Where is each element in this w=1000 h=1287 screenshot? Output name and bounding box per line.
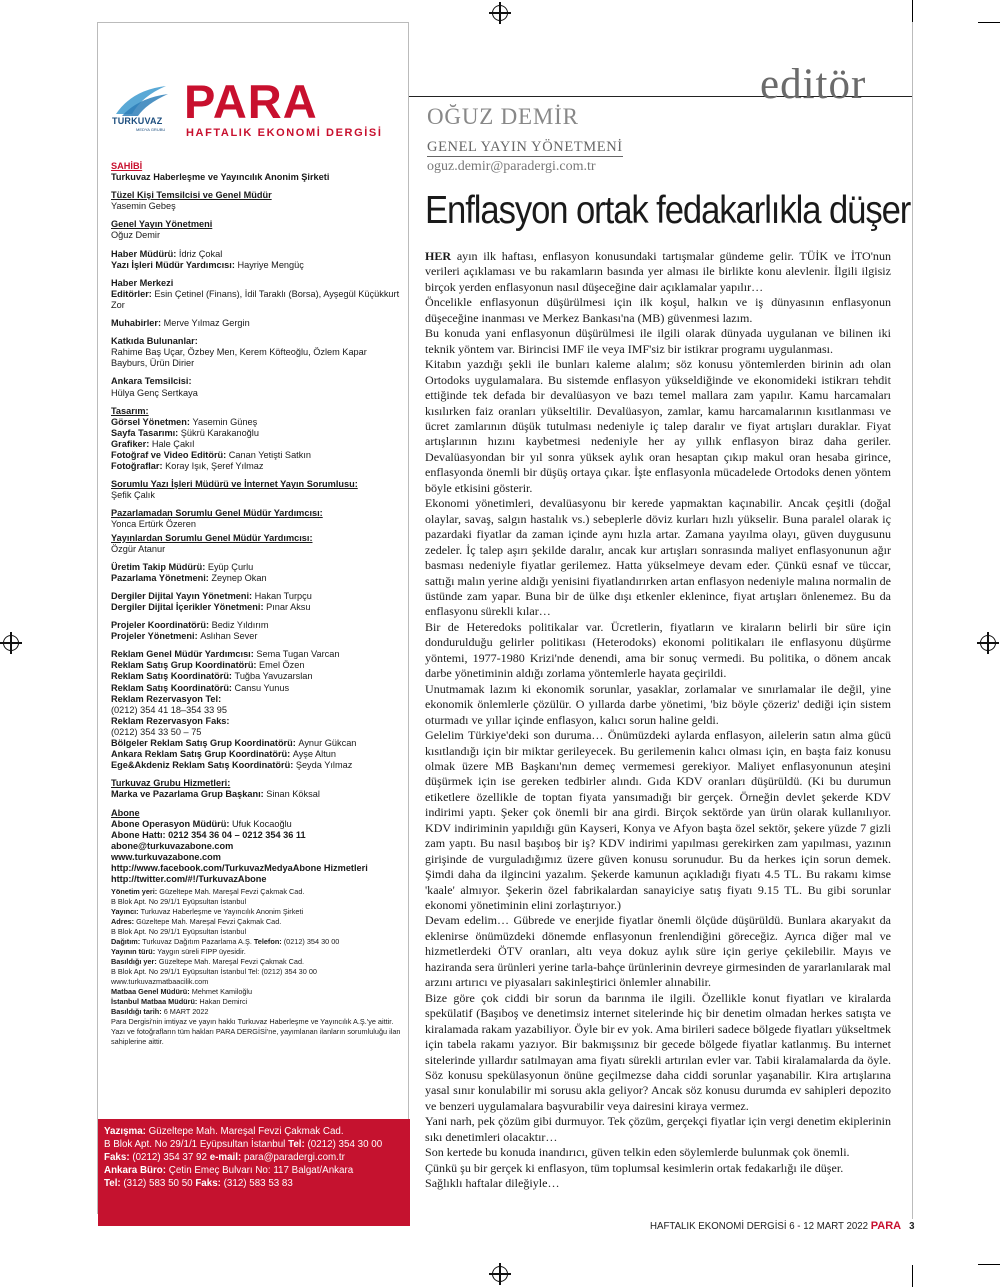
credit-line [111, 683, 403, 694]
credit-label: Bölgeler Reklam Satış Grup Koordinatörü: [111, 738, 299, 749]
imprint-line [111, 957, 403, 967]
credit-value: Eyüp Çurlu [207, 561, 254, 572]
column-rule [912, 22, 913, 1219]
credit-label: Abone Hattı: 0212 354 36 04 – 0212 354 36 11 [111, 829, 306, 840]
crop-mark [978, 22, 1000, 23]
paragraph-text: Kitabın yazdığı şekli ile bunları kaleme alalım; söz konusu yöntemlerden birinin adı olan Ortodoks uygulamalara. Bu sistemde enflasyon yükseldiğinde ve ekonomideki istikrarı tehdit ettiğinde tek defada bir devalüasyon ve bazı temel mallara zam yapılır. Kamu harcamaları kısılırken faiz oranları yükseltilir. Devalüasyon, zamlar, kamu harcamalarının kısıtlanması ve ücret zamlarının düşük tutulması nedeniyle iç talep daralır ve fiyat artışları duraklar. Fiyat artışlarının hızını kaybetmesi nedeniyle her ay yıllık enflasyon biraz daha geriler. Devalüasyondan bir yıl sonra yüksek aylık oran hesaptan çıkıp makul oran hesaba girince, enflasyonda önemli bir düşüş ortaya çıkar. İşte enflasyonla mücadelede Ortodoks denen yöntem böyle etkisini gösterir. [425, 357, 891, 495]
contact-line [104, 1177, 404, 1190]
credit-heading: Turkuvaz Grubu Hizmetleri: [111, 778, 231, 789]
credit-value: Güzeltepe Mah. Mareşal Fevzi Çakmak Cad. [148, 1126, 344, 1137]
credit-value: Bediz Yıldırım [211, 620, 269, 631]
credit-label: e-mail: [209, 1152, 244, 1164]
credit-value: (0212) 354 30 00 [283, 937, 340, 947]
credit-label: Ege&Akdeniz Reklam Satış Koordinatörü: [111, 760, 296, 771]
page-number: 3 [909, 1221, 915, 1232]
credit-line [111, 660, 403, 671]
credit-line [111, 172, 403, 183]
article-paragraph [425, 991, 891, 1115]
credit-value: Hakan Turpçu [254, 590, 312, 601]
credit-value: Şeyda Yılmaz [295, 760, 353, 771]
credit-value: (312) 583 50 50 [123, 1178, 196, 1190]
credit-value: (312) 583 53 83 [223, 1178, 293, 1190]
credit-value: Sinan Köksal [266, 789, 320, 800]
credit-line [111, 562, 403, 573]
credit-label: Yayıncı: [111, 907, 141, 917]
credit-value: Yasemin Güneş [192, 416, 258, 427]
contact-line [104, 1125, 404, 1138]
credit-label: http://www.facebook.com/TurkuvazMedyaAbone Hizmetleri [111, 862, 368, 873]
credit-value: Hayriye Mengüç [237, 259, 304, 270]
credit-section [111, 376, 403, 398]
credit-value: Hale Çakıl [151, 438, 195, 449]
credit-heading: Sorumlu Yazı İşleri Müdürü ve İnternet Yayın Sorumlusu: [111, 479, 358, 490]
credit-value: Canan Yetişti Satkın [228, 449, 311, 460]
crop-mark [912, 0, 913, 22]
credit-section [111, 620, 403, 642]
credit-section [111, 533, 403, 555]
article-paragraph [425, 326, 891, 357]
credit-line [111, 450, 403, 461]
credit-value: Ufuk Kocaoğlu [231, 818, 292, 829]
credit-section [111, 161, 403, 183]
credit-value: Çetin Emeç Bulvarı No: 117 Balgat/Ankara [168, 1165, 354, 1177]
credit-label: Ankara Büro: [104, 1165, 169, 1177]
paragraph-text: Unutmamak lazım ki ekonomik sorunlar, yasaklar, zorlamalar ve sınırlamalar ile değil, yine ekonomik önlemlerle çözülür. O yıllarda darbe yönetimi, 'biz böyle çözeriz' dediği için sistem oturmadı ve yıllar içinde enflasyon, kalıcı sorun haline geldi. [425, 681, 891, 727]
author-email[interactable]: oguz.demir@paradergi.com.tr [427, 159, 596, 174]
paragraph-text: Son kertede bu konuda inandırıcı, güven telkin eden söylemlerde bulunmak çok önemli. [425, 1145, 850, 1160]
article-paragraph [425, 295, 891, 326]
credit-label: Yazışma: [104, 1126, 149, 1137]
credit-label: Reklam Satış Koordinatörü: [111, 682, 235, 693]
credit-label: İstanbul Matbaa Müdürü: [111, 997, 200, 1007]
article-paragraph [425, 1161, 891, 1176]
credit-label: Editörler: [111, 288, 155, 299]
credit-value: (0212) 354 37 92 [132, 1152, 210, 1164]
credit-line [111, 591, 403, 602]
imprint-line [111, 967, 403, 977]
credit-line [111, 760, 403, 771]
credit-heading: Genel Yayın Yönetmeni [111, 219, 213, 230]
masthead-column [97, 22, 409, 1214]
credit-label: www.turkuvazabone.com [111, 851, 221, 862]
credit-line [111, 620, 403, 631]
paragraph-text: Ekonomi yönetimleri, devalüasyonu bir kerede yapmaktan kaçınabilir. Ancak çeşitli (doğal olaylar, savaş, salgın hastalık vs.) sebeplerle döviz kurları hızlı yükselir. Buna paralel olarak iç pazardaki fiyatlar da zaman içinde aynı hızla artar. Zamana yayılma olayı, güven duygusunu zedeler. İç talep aşırı şekilde daralır, ancak kur artışları sonrasında maliyet enflasyonunun ağır basması nedeniyle fiyatlar gerilemez. Hatta yükselmeye devam eder. Çünkü esnaf ve tüccar, sattığı malın yerine aldığı yenisini fiyatlandırırken artan enflasyon nedeniyle malına normalin de üstünde zam yapar. Buna bir de ülke dışı etkenler eklenince, fiyat artışları önlenemez. Bu da enflasyonu sürekli kılar… [425, 496, 892, 619]
credit-section [111, 318, 403, 329]
credit-label: Turkuvaz Haberleşme ve Yayıncılık Anonim Şirketi [111, 172, 330, 183]
credit-value: (0212) 354 30 00 [307, 1139, 383, 1151]
credit-value: Hülya Genç Sertkaya [111, 387, 198, 398]
paragraph-text: ayın ilk haftası, enflasyon konusundaki tartışmalar gündeme gelir. TÜİK ve İTO'nun verileri açıklaması ve bu rakamların basında yer alması ile birlikte konu alevlenir. İlgili ilgisiz birçok yerden enflasyonun nasıl düşeceğine dair açıklamalar yapılır… [425, 249, 891, 294]
credit-value: B Blok Apt. No 29/1/1 Eyüpsultan İstanbul [104, 1139, 289, 1151]
credit-line [111, 727, 403, 738]
credit-label: Muhabirler: [111, 318, 164, 329]
credit-section [111, 508, 403, 530]
credit-value: Güzeltepe Mah. Mareşal Fevzi Çakmak Cad. [158, 957, 305, 967]
credit-value: Turkuvaz Dağıtım Pazarlama A.Ş. [142, 937, 254, 947]
registration-mark-top [489, 2, 511, 24]
credit-value: B Blok Apt. No 29/1/1 Eyüpsultan İstanbul Tel: (0212) 354 30 00 [111, 967, 317, 977]
credit-value: Koray Işık, Şeref Yılmaz [165, 461, 264, 472]
credit-label: Faks: [104, 1152, 133, 1164]
credit-label: Üretim Takip Müdürü: [111, 561, 208, 572]
registration-mark-right [977, 632, 999, 654]
credit-label: Ankara Temsilcisi: [111, 376, 192, 387]
imprint-line [111, 947, 403, 957]
paragraph-text: Devam edelim… Gübrede ve enerjide fiyatlar önemli ölçüde düşürüldü. Bunlara akaryakıt da eklenirse önümüzdeki dönemde enflasyonun frenlendiğini göreceğiz. Ayrıca diğer mal ve hizmetlerdeki ÖTV oranları, altı veya dokuz aylık süre için geriye çekilebilir. Mayıs ve haziranda sera ürünleri yerine tarla-bahçe ürünlerinin devreye girmesinden de yararlanılarak mal arzını artırıcı ve piyasaları sakinleştirici önlemler alınabilir. [425, 913, 891, 990]
credit-value: Güzeltepe Mah. Mareşal Fevzi Çakmak Cad. [159, 887, 305, 897]
imprint-line [111, 927, 403, 937]
credit-label: Ankara Reklam Satış Grup Koordinatörü: [111, 749, 293, 760]
credit-label: Yazı İşleri Müdür Yardımcısı: [111, 259, 238, 270]
article-paragraph [425, 357, 891, 496]
credit-label: Dergiler Dijital Yayın Yönetmeni: [111, 590, 255, 601]
credit-value: Yonca Ertürk Özeren [111, 519, 196, 530]
credit-line [111, 230, 403, 241]
registration-mark-bottom [489, 1263, 511, 1285]
credit-value: Rahime Baş Uçar, Özbey Men, Kerem Köfteoğlu, Özlem Kapar Bayburs, Ürün Dirier [111, 347, 367, 369]
paragraph-text: Bu konuda yani enflasyonun düşürülmesi ile ilgili olarak dünyada uygulanan ve bilinen iki teknik yöntem var. Birincisi IMF ile veya IMF'siz bir istikrar programı uygulanması. [425, 326, 891, 356]
credit-line [111, 841, 403, 852]
credit-label: Fotoğraflar: [111, 461, 166, 472]
paragraph-text: Çünkü şu bir gerçek ki enflasyon, tüm toplumsal kesimlerin ortak fedakarlığı ile düşer. [425, 1160, 844, 1175]
credit-line [111, 249, 403, 260]
author-role: GENEL YAYIN YÖNETMENİ [427, 139, 623, 155]
credit-line [111, 347, 403, 369]
article-paragraph [425, 1145, 891, 1160]
credit-line [111, 428, 403, 439]
credit-value: Esin Çetinel (Finans), İdil Taraklı (Borsa), Ayşegül Küçükkurt Zor [111, 288, 400, 310]
page-footer [650, 1220, 914, 1232]
credit-label: Grafiker: [111, 438, 152, 449]
credit-value: B Blok Apt. No 29/1/1 Eyüpsultan İstanbul [111, 927, 247, 937]
para-logo [110, 75, 400, 148]
credit-label: Reklam Genel Müdür Yardımcısı: [111, 649, 257, 660]
credit-line [111, 417, 403, 428]
credit-label: Sayfa Tasarımı: [111, 427, 181, 438]
credit-label: Tel: [104, 1178, 124, 1190]
credit-line [111, 490, 403, 501]
credit-value: Zeynep Okan [211, 572, 267, 583]
credit-line [111, 439, 403, 450]
credit-label: Reklam Rezervasyon Tel: [111, 693, 222, 704]
credit-label: Haber Merkezi [111, 277, 174, 288]
credit-heading: Yayınlardan Sorumlu Genel Müdür Yardımcısı: [111, 532, 313, 543]
credit-label: Haber Müdürü: [111, 248, 179, 259]
contact-box [98, 1119, 410, 1226]
credit-label: Pazarlama Yönetmeni: [111, 572, 212, 583]
imprint-line [111, 937, 403, 947]
credit-line [111, 789, 403, 800]
footer-text: HAFTALIK EKONOMİ DERGİSİ 6 - 12 MART 2022 [650, 1221, 871, 1232]
paragraph-text: Sağlıklı haftalar dileğiyle… [425, 1176, 560, 1191]
credit-section [111, 479, 403, 501]
registration-mark-left [0, 632, 22, 654]
credit-heading: Tüzel Kişi Temsilcisi ve Genel Müdür [111, 190, 272, 201]
credit-section [111, 406, 403, 473]
credit-line [111, 573, 403, 584]
imprint-line [111, 917, 403, 927]
credit-line [111, 544, 403, 555]
contact-line [104, 1164, 404, 1177]
credit-label: Yönetim yeri: [111, 887, 160, 897]
credit-label: Faks: [195, 1178, 224, 1190]
imprint-line [111, 1007, 403, 1017]
credit-label: Marka ve Pazarlama Grup Başkanı: [111, 789, 267, 800]
credit-value: Merve Yılmaz Gergin [163, 318, 250, 329]
credit-value: Yasemin Gebeş [111, 201, 176, 212]
article-paragraph [425, 620, 891, 682]
paragraph-text: Öncelikle enflasyonun düşürülmesi için ilk koşul, halkın ve iş dünyasının enflasyonun düşeceğine inanması ve Merkez Bankası'na (MB) güvenmesi lazım. [425, 295, 891, 325]
credit-line [111, 749, 403, 760]
credit-value: Pınar Aksu [266, 602, 311, 612]
credit-value: Yaygın süreli FIPP üyesidir. [157, 947, 246, 957]
credit-value: Oğuz Demir [111, 230, 161, 241]
credit-value: Özgür Atanur [111, 543, 166, 554]
footer-brand: PARA [870, 1220, 902, 1232]
crop-mark [978, 1264, 1000, 1265]
credit-heading: Abone [111, 807, 140, 818]
credit-line [111, 278, 403, 289]
credit-value: İdriz Çokal [178, 248, 223, 259]
article-paragraph [425, 728, 891, 913]
contact-line [104, 1138, 404, 1151]
crop-mark [912, 1265, 913, 1287]
paragraph-text: Yani narh, pek çözüm gibi durmuyor. Tek çözüm, gerçekçi fiyatlar için vergi denetim ekiplerinin sıkı denetimleri olacaktır… [425, 1114, 891, 1144]
credit-line [111, 201, 403, 212]
para-subtitle: HAFTALIK EKONOMİ DERGİSİ [186, 127, 383, 139]
article-paragraph [425, 1114, 891, 1145]
credit-value: (0212) 354 33 50 – 75 [111, 726, 202, 737]
credit-section [111, 249, 403, 271]
credit-value: Aslıhan Sever [200, 631, 258, 642]
credit-line [111, 738, 403, 749]
credit-value: B Blok Apt. No 29/1/1 Eyüpsultan İstanbul [111, 897, 247, 907]
article-paragraph [425, 1176, 891, 1191]
article-paragraph [425, 496, 891, 620]
imprint-line [111, 977, 403, 987]
credit-line [111, 602, 403, 613]
credit-value: Aynur Gükcan [298, 738, 357, 749]
credit-line [111, 716, 403, 727]
credit-value: Hakan Demirci [199, 997, 248, 1007]
credit-value: (0212) 354 41 18–354 33 95 [111, 704, 227, 715]
imprint-line [111, 1017, 403, 1047]
article-headline: Enflasyon ortak fedakarlıkla düşer [425, 189, 911, 232]
credit-section [111, 649, 403, 771]
credit-value: Cansu Yunus [234, 682, 290, 693]
credit-section [111, 190, 403, 212]
paragraph-text: Bir de Heteredoks politikalar var. Ücretlerin, fiyatların ve kiraların belirli bir süre için dondurulduğu gelirler politikası (Heterodoks) ekonomi politikaları ile enflasyonu düşürme yöntemi, 1977-1980 Krizi'nde denendi, ama bir sonuç vermedi. Bu politika, o dönem ancak darbe yönetiminin aldığı zorlama yöntemlerle hayata geçirildi. [425, 619, 891, 681]
credit-section [111, 808, 403, 886]
credit-label: Tel: [288, 1139, 308, 1151]
credit-label: Reklam Satış Grup Koordinatörü: [111, 660, 260, 671]
credit-line [111, 289, 403, 311]
imprint-block [111, 887, 403, 1047]
paragraph-text: Gelelim Türkiye'deki son duruma… Önümüzdeki aylarda enflasyon, ailelerin satın alma gücü kısıtlandığı için bir miktar gerileyecek. Bu gerilemenin kalıcı olması için, en başta faiz konusu olmak üzere MB Başkanı'nın demeç vermemesi gerekiyor. Maliyet enflasyonunun ateşini düşürmek için ise gereken tedbirler alındı. Gıda KDV oranları düşürüldü. (Ki bu durumun etiketlere özellikle de toptan fiyata yansımadığı bir gerçek. Örneğin devlet şekerde KDV indirimi yaptı. Şeker çok önemli bir ana girdi. Birçok sektörde yan ürün olarak kullanılıyor. KDV indiriminin yapıldığı gün Kayseri, Konya ve Afyon başta özel sektör, şekere yüzde 7 gizli zam yaptı. Bu nasıl başıboş bir iş? KDV indirimi yapılması gerekirken zam yapılması, yazının girişinde de vurguladığımız üzere güven konusu sorunudur. Bu da herkes için sorun demek. Şimdi daha da ilgincini yazalım. Şekerde kamunun açıkladığı fiyatı 4.5 TL. Bu rakamı kimse 'kaale' almıyor. Şekerin özel fabrikalardan sanayiciye satış fiyatı 9.15 TL. Bu gibi sorunlar ekonomi yönetiminin elini zorlaştırıyor.) [425, 728, 891, 913]
credit-label: Katkıda Bulunanlar: [111, 336, 198, 347]
credit-line [111, 388, 403, 399]
credit-line [111, 694, 403, 705]
credit-line [111, 461, 403, 472]
credit-label: abone@turkuvazabone.com [111, 840, 234, 851]
article-body [425, 249, 891, 1192]
credit-value: Şefik Çalık [111, 490, 155, 501]
turkuvaz-subtitle: MEDYA GRUBU [136, 127, 166, 132]
credit-label: Yayının türü: [111, 947, 158, 957]
credits-list [111, 161, 403, 1047]
credit-value: Şükrü Karakanoğlu [180, 427, 259, 438]
credit-line [111, 852, 403, 863]
contact-line [104, 1151, 404, 1164]
credit-line [111, 649, 403, 660]
article-paragraph [425, 682, 891, 728]
credit-label: Reklam Satış Koordinatörü: [111, 671, 235, 682]
credit-line [111, 671, 403, 682]
credit-value: Ayşe Altun [292, 749, 336, 760]
credit-value: Emel Özen [259, 660, 305, 671]
credit-value: Mehmet Kamiloğlu [191, 987, 253, 997]
credit-label: http://twitter.com/#!/TurkuvazAbone [111, 874, 267, 885]
credit-label: Telefon: [253, 937, 284, 947]
credit-value: Tuğba Yavuzarslan [234, 671, 313, 682]
credit-heading: Pazarlamadan Sorumlu Genel Müdür Yardımcısı: [111, 508, 323, 519]
credit-heading: SAHİBİ [111, 161, 143, 171]
credit-line [111, 519, 403, 530]
credit-line [111, 874, 403, 885]
article-paragraph [425, 249, 891, 295]
credit-section [111, 778, 403, 800]
credit-section [111, 562, 403, 584]
paragraph-text: Bize göre çok ciddi bir sorun da barınma ile ilgili. Özellikle konut fiyatları ve kiralarda spekülatif (Başıboş ve denetimsiz internet sitelerinde hiç bir denetim olmadan herkes satışta ve kiralamada rakam yazabiliyor. Öyle bir ev yok. Ama birileri sadece bölgede fiyatları yükseltmek için tabela rakamı yazıyor. Bir bakmışsınız bir gecede bölgede fiyatlar katlanmış. Bu internet sitelerinde yıllardır satılmayan ama fiyatı sürekli artırılan evler var. Tabii kiralamalarda da öyle. Söz konusu spekülasyonun önüne geçilmezse daha ciddi sorunlar yaşanabilir. Kira artışlarına yasal sınır konulabilir mi sorusu akla geliyor? Ancak söz konusu durumda ev sahipleri depozito ve benzeri uygulamalara başvurabilir veya dairesini kiraya vermez. [425, 990, 891, 1113]
credit-label: Projeler Koordinatörü: [111, 620, 212, 631]
credit-label: Projeler Yönetmeni: [111, 631, 201, 642]
credit-value: Güzeltepe Mah. Mareşal Fevzi Çakmak Cad. [136, 917, 282, 927]
credit-section [111, 336, 403, 369]
imprint-line [111, 897, 403, 907]
credit-value: Para Dergisi'nin imtiyaz ve yayın hakkı Turkuvaz Haberleşme ve Yayıncılık A.Ş.'ye aittir. Yazı ve fotoğrafların tüm hakları PARA DERGİSİ'ne, yayımlanan ilanların sorumluluğu ilan sahiplerine aittir. [111, 1017, 401, 1047]
credit-label: Abone Operasyon Müdürü: [111, 818, 232, 829]
credit-value: para@paradergi.com.tr [244, 1152, 345, 1164]
author-name: OĞUZ DEMİR [427, 104, 579, 129]
turkuvaz-wordmark: TURKUVAZ [112, 116, 163, 126]
credit-label: Dergiler Dijital İçerikler Yönetmeni: [111, 602, 267, 612]
imprint-line [111, 907, 403, 917]
para-wordmark: PARA [184, 75, 318, 128]
credit-label: Basıldığı yer: [111, 957, 159, 967]
credit-section [111, 591, 403, 613]
credit-label: Fotoğraf ve Video Editörü: [111, 449, 229, 460]
credit-line [111, 260, 403, 271]
credit-label: Matbaa Genel Müdürü: [111, 987, 192, 997]
credit-line [111, 819, 403, 830]
imprint-line [111, 997, 403, 1007]
credit-section [111, 278, 403, 311]
credit-line [111, 336, 403, 347]
credit-value: www.turkuvazmatbaacilik.com [111, 977, 209, 987]
imprint-line [111, 887, 403, 897]
section-label: editör [760, 61, 867, 108]
credit-line [111, 863, 403, 874]
credit-line [111, 705, 403, 716]
credit-label: Görsel Yönetmen: [111, 416, 193, 427]
credit-value: 6 MART 2022 [163, 1007, 209, 1017]
credit-value: Turkuvaz Haberleşme ve Yayıncılık Anonim Şirketi [140, 907, 304, 917]
credit-label: Dağıtım: [111, 937, 143, 947]
credit-label: Adres: [111, 917, 137, 927]
credit-line [111, 318, 403, 329]
credit-heading: Tasarım: [111, 405, 149, 416]
credit-line [111, 376, 403, 387]
credit-label: Reklam Rezervasyon Faks: [111, 715, 230, 726]
credit-line [111, 631, 403, 642]
credit-section [111, 219, 403, 241]
credit-label: Basıldığı tarih: [111, 1007, 164, 1017]
credit-line [111, 830, 403, 841]
article-paragraph [425, 913, 891, 990]
imprint-line [111, 987, 403, 997]
credit-value: Sema Tugan Varcan [256, 649, 340, 660]
lead-word: HER [425, 249, 452, 263]
